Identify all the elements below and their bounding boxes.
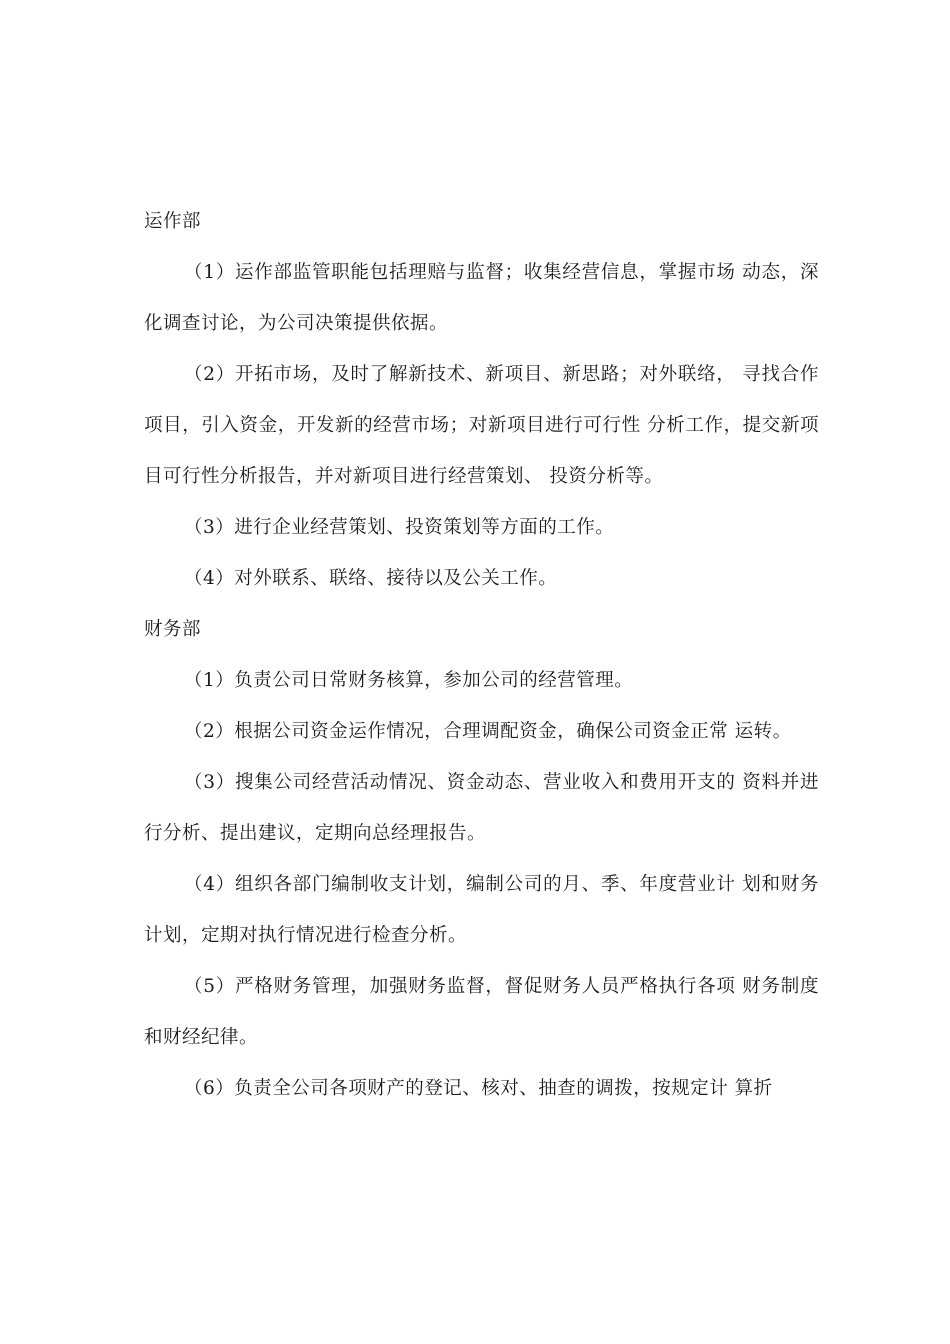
section-heading-finance: 财务部 [144, 619, 202, 640]
finance-item-1: （1）负责公司日常财务核算，参加公司的经营管理。 [184, 670, 634, 691]
operations-item-4: （4）对外联系、联络、接待以及公关工作。 [184, 568, 558, 589]
finance-item-5: （5）严格财务管理，加强财务监督，督促财务人员严格执行各项 财务制度和财经纪律。 [144, 976, 819, 1048]
finance-item-2: （2）根据公司资金运作情况，合理调配资金，确保公司资金正常 运转。 [184, 721, 792, 742]
operations-item-2: （2）开拓市场，及时了解新技术、新项目、新思路；对外联络， 寻找合作项目，引入资金，开发新的经营市场；对新项目进行可行性 分析工作，提交新项目可行性分析报告，并对新项目进行经营策划、 投资分析等。 [144, 364, 819, 487]
finance-item-4: （4）组织各部门编制收支计划，编制公司的月、季、年度营业计 划和财务计划，定期对执行情况进行检查分析。 [144, 874, 819, 946]
operations-item-1: （1）运作部监管职能包括理赔与监督；收集经营信息，掌握市场 动态，深化调查讨论，为公司决策提供依据。 [144, 262, 819, 334]
finance-item-3: （3）搜集公司经营活动情况、资金动态、营业收入和费用开支的 资料并进行分析、提出建议，定期向总经理报告。 [144, 772, 819, 844]
operations-item-3: （3）进行企业经营策划、投资策划等方面的工作。 [184, 517, 615, 538]
document-body [144, 196, 819, 1114]
section-heading-operations: 运作部 [144, 211, 202, 232]
finance-item-6: （6）负责全公司各项财产的登记、核对、抽查的调拨，按规定计 算折 [184, 1078, 773, 1099]
